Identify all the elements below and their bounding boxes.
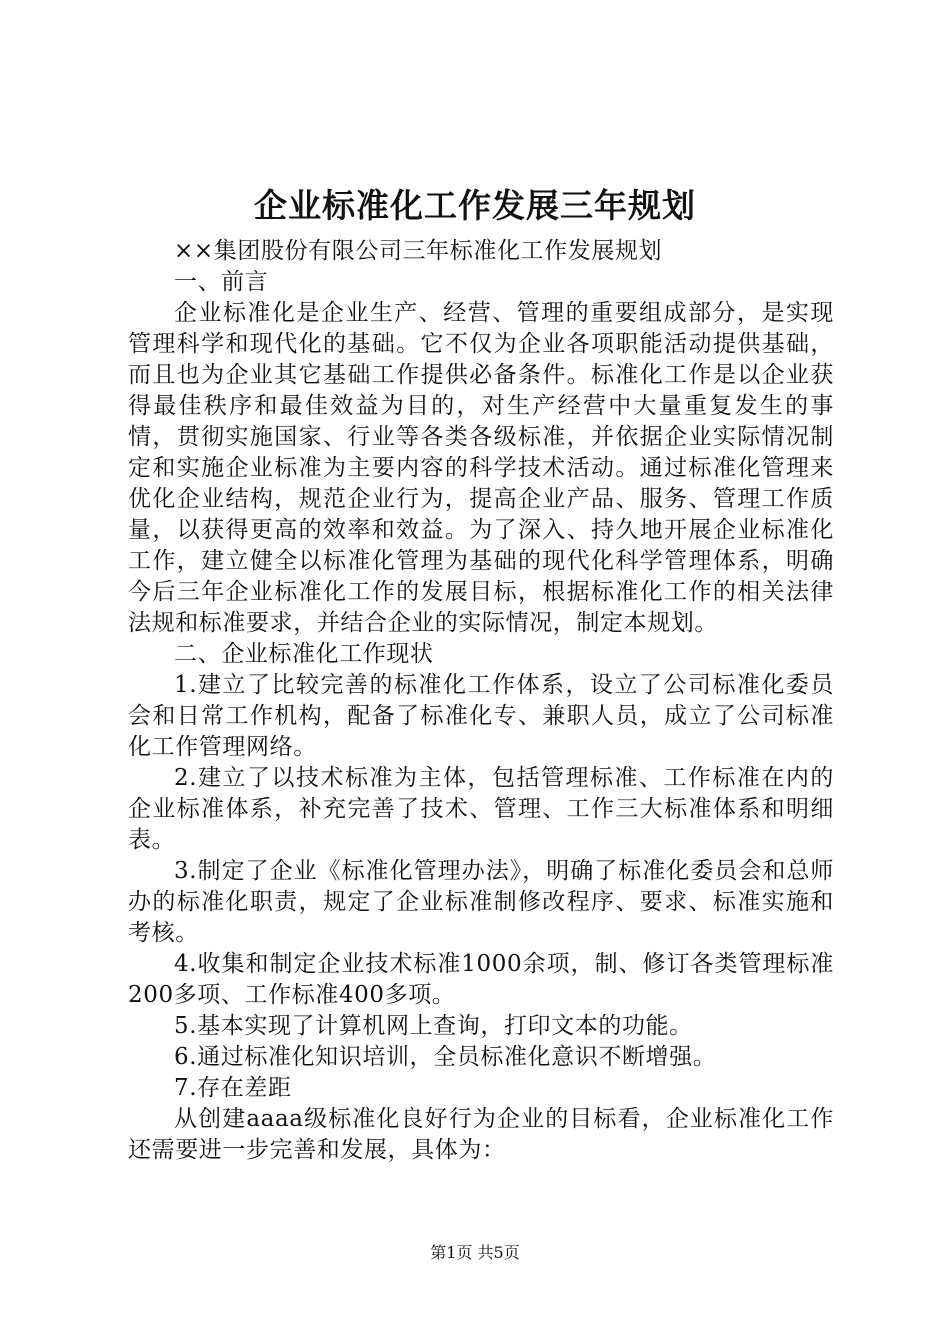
list-item: 7.存在差距	[174, 1075, 292, 1101]
document-body	[128, 236, 834, 1166]
page-footer: 第1页 共5页	[430, 1243, 520, 1262]
list-item: 2.建立了以技术标准为主体，包括管理标准、工作标准在内的企业标准体系，补充完善了技术、管理、工作三大标准体系和明细表。	[128, 765, 834, 853]
list-item: 4.收集和制定企业技术标准1000余项，制、修订各类管理标准200多项、工作标准400多项。	[128, 951, 834, 1008]
paragraph-preface: 企业标准化是企业生产、经营、管理的重要组成部分，是实现管理科学和现代化的基础。它不仅为企业各项职能活动提供基础，而且也为企业其它基础工作提供必备条件。标准化工作是以企业获得最佳秩序和最佳效益为目的，对生产经营中大量重复发生的事情，贯彻实施国家、行业等各类各级标准，并依据企业实际情况制定和实施企业标准为主要内容的科学技术活动。通过标准化管理来优化企业结构，规范企业行为，提高企业产品、服务、管理工作质量，以获得更高的效率和效益。为了深入、持久地开展企业标准化工作，建立健全以标准化管理为基础的现代化科学管理体系，明确今后三年企业标准化工作的发展目标，根据标准化工作的相关法律法规和标准要求，并结合企业的实际情况，制定本规划。	[128, 300, 834, 636]
list-item: 6.通过标准化知识培训，全员标准化意识不断增强。	[174, 1044, 717, 1070]
section-heading-preface: 一、前言	[174, 269, 269, 295]
list-item: 3.制定了企业《标准化管理办法》，明确了标准化委员会和总师办的标准化职责，规定了企业标准制修改程序、要求、标准实施和考核。	[128, 858, 834, 946]
section-heading-status: 二、企业标准化工作现状	[174, 641, 434, 667]
list-item: 1.建立了比较完善的标准化工作体系，设立了公司标准化委员会和日常工作机构，配备了标准化专、兼职人员，成立了公司标准化工作管理网络。	[128, 672, 834, 760]
paragraph-gap: 从创建aaaa级标准化良好行为企业的目标看，企业标准化工作还需要进一步完善和发展，具体为：	[128, 1106, 834, 1163]
document-title: 企业标准化工作发展三年规划	[254, 186, 696, 225]
paragraph-subtitle: ××集团股份有限公司三年标准化工作发展规划	[174, 238, 663, 264]
list-item: 5.基本实现了计算机网上查询，打印文本的功能。	[174, 1013, 693, 1039]
